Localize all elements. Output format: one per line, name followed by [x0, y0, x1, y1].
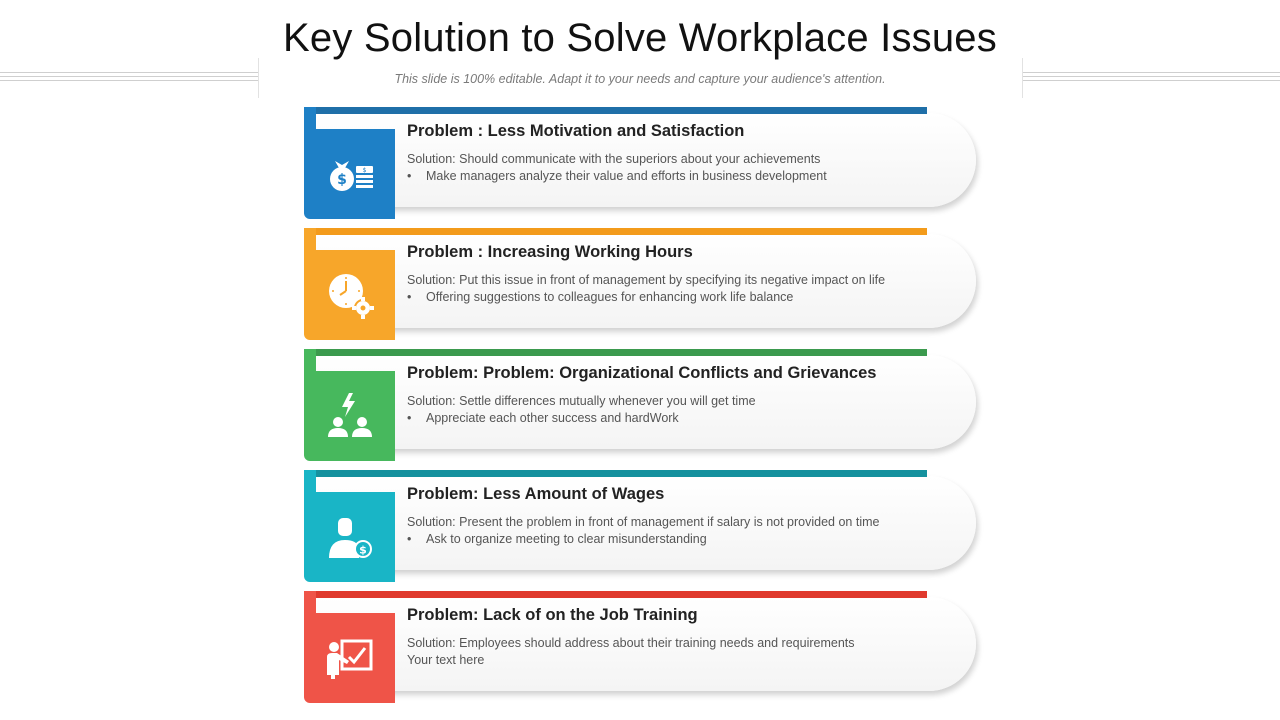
card-tab [304, 349, 316, 371]
person-dollar-icon [325, 512, 375, 562]
solution-bullet [407, 411, 679, 425]
bullet-text: Ask to organize meeting to clear misunderstanding [426, 532, 707, 546]
problem-heading: Problem: Lack of on the Job Training [407, 606, 698, 624]
problem-card-conflicts [304, 349, 978, 462]
bullet-marker: • [407, 532, 412, 546]
slide-subtitle: This slide is 100% editable. Adapt it to your needs and capture your audience's attention. [394, 72, 886, 86]
problem-heading: Problem: Problem: Organizational Conflicts and Grievances [407, 364, 877, 382]
solution-bullet [407, 532, 707, 546]
card-icon-box [304, 371, 395, 461]
solution-text: Solution: Should communicate with the superiors about your achievements [407, 152, 821, 166]
solution-text: Solution: Employees should address about their training needs and requirements [407, 636, 855, 650]
card-tab [304, 107, 316, 129]
bullet-text: Appreciate each other success and hardWork [426, 411, 679, 425]
problem-card-wages [304, 470, 978, 583]
solution-text: Solution: Present the problem in front of management if salary is not provided on time [407, 515, 880, 529]
card-tab [304, 591, 316, 613]
clock-gear-icon [325, 270, 375, 320]
svg-text:$: $ [358, 543, 367, 557]
problem-card-working-hours [304, 228, 978, 341]
card-icon-box [304, 250, 395, 340]
card-tab [304, 228, 316, 250]
svg-text:$: $ [362, 167, 366, 174]
card-icon-box [304, 613, 395, 703]
card-color-bar [304, 591, 927, 598]
bullet-marker: • [407, 411, 412, 425]
card-tab [304, 470, 316, 492]
card-color-bar [304, 470, 927, 477]
solution-text: Solution: Put this issue in front of management by specifying its negative impact on life [407, 273, 886, 287]
training-board-icon [325, 633, 375, 683]
card-color-bar [304, 228, 927, 235]
card-icon-box [304, 129, 395, 219]
bullet-marker: • [407, 169, 412, 183]
problem-card-training [304, 591, 978, 704]
problem-card-motivation [304, 107, 978, 220]
problem-heading: Problem : Less Motivation and Satisfaction [407, 122, 745, 140]
svg-text:$: $ [336, 172, 347, 188]
solution-text: Solution: Settle differences mutually whenever you will get time [407, 394, 756, 408]
extra-text: Your text here [407, 653, 485, 667]
bullet-text: Offering suggestions to colleagues for enhancing work life balance [426, 290, 794, 304]
money-icon [325, 149, 375, 199]
card-icon-box [304, 492, 395, 582]
card-color-bar [304, 349, 927, 356]
card-color-bar [304, 107, 927, 114]
slide-title: Key Solution to Solve Workplace Issues [283, 16, 997, 60]
bullet-text: Make managers analyze their value and efforts in business development [426, 169, 827, 183]
problem-heading: Problem : Increasing Working Hours [407, 243, 693, 261]
problem-heading: Problem: Less Amount of Wages [407, 485, 665, 503]
bullet-marker: • [407, 290, 412, 304]
solution-bullet [407, 169, 827, 183]
solution-bullet [407, 290, 793, 304]
solution-extra-text [407, 653, 484, 667]
conflict-icon [325, 391, 375, 441]
